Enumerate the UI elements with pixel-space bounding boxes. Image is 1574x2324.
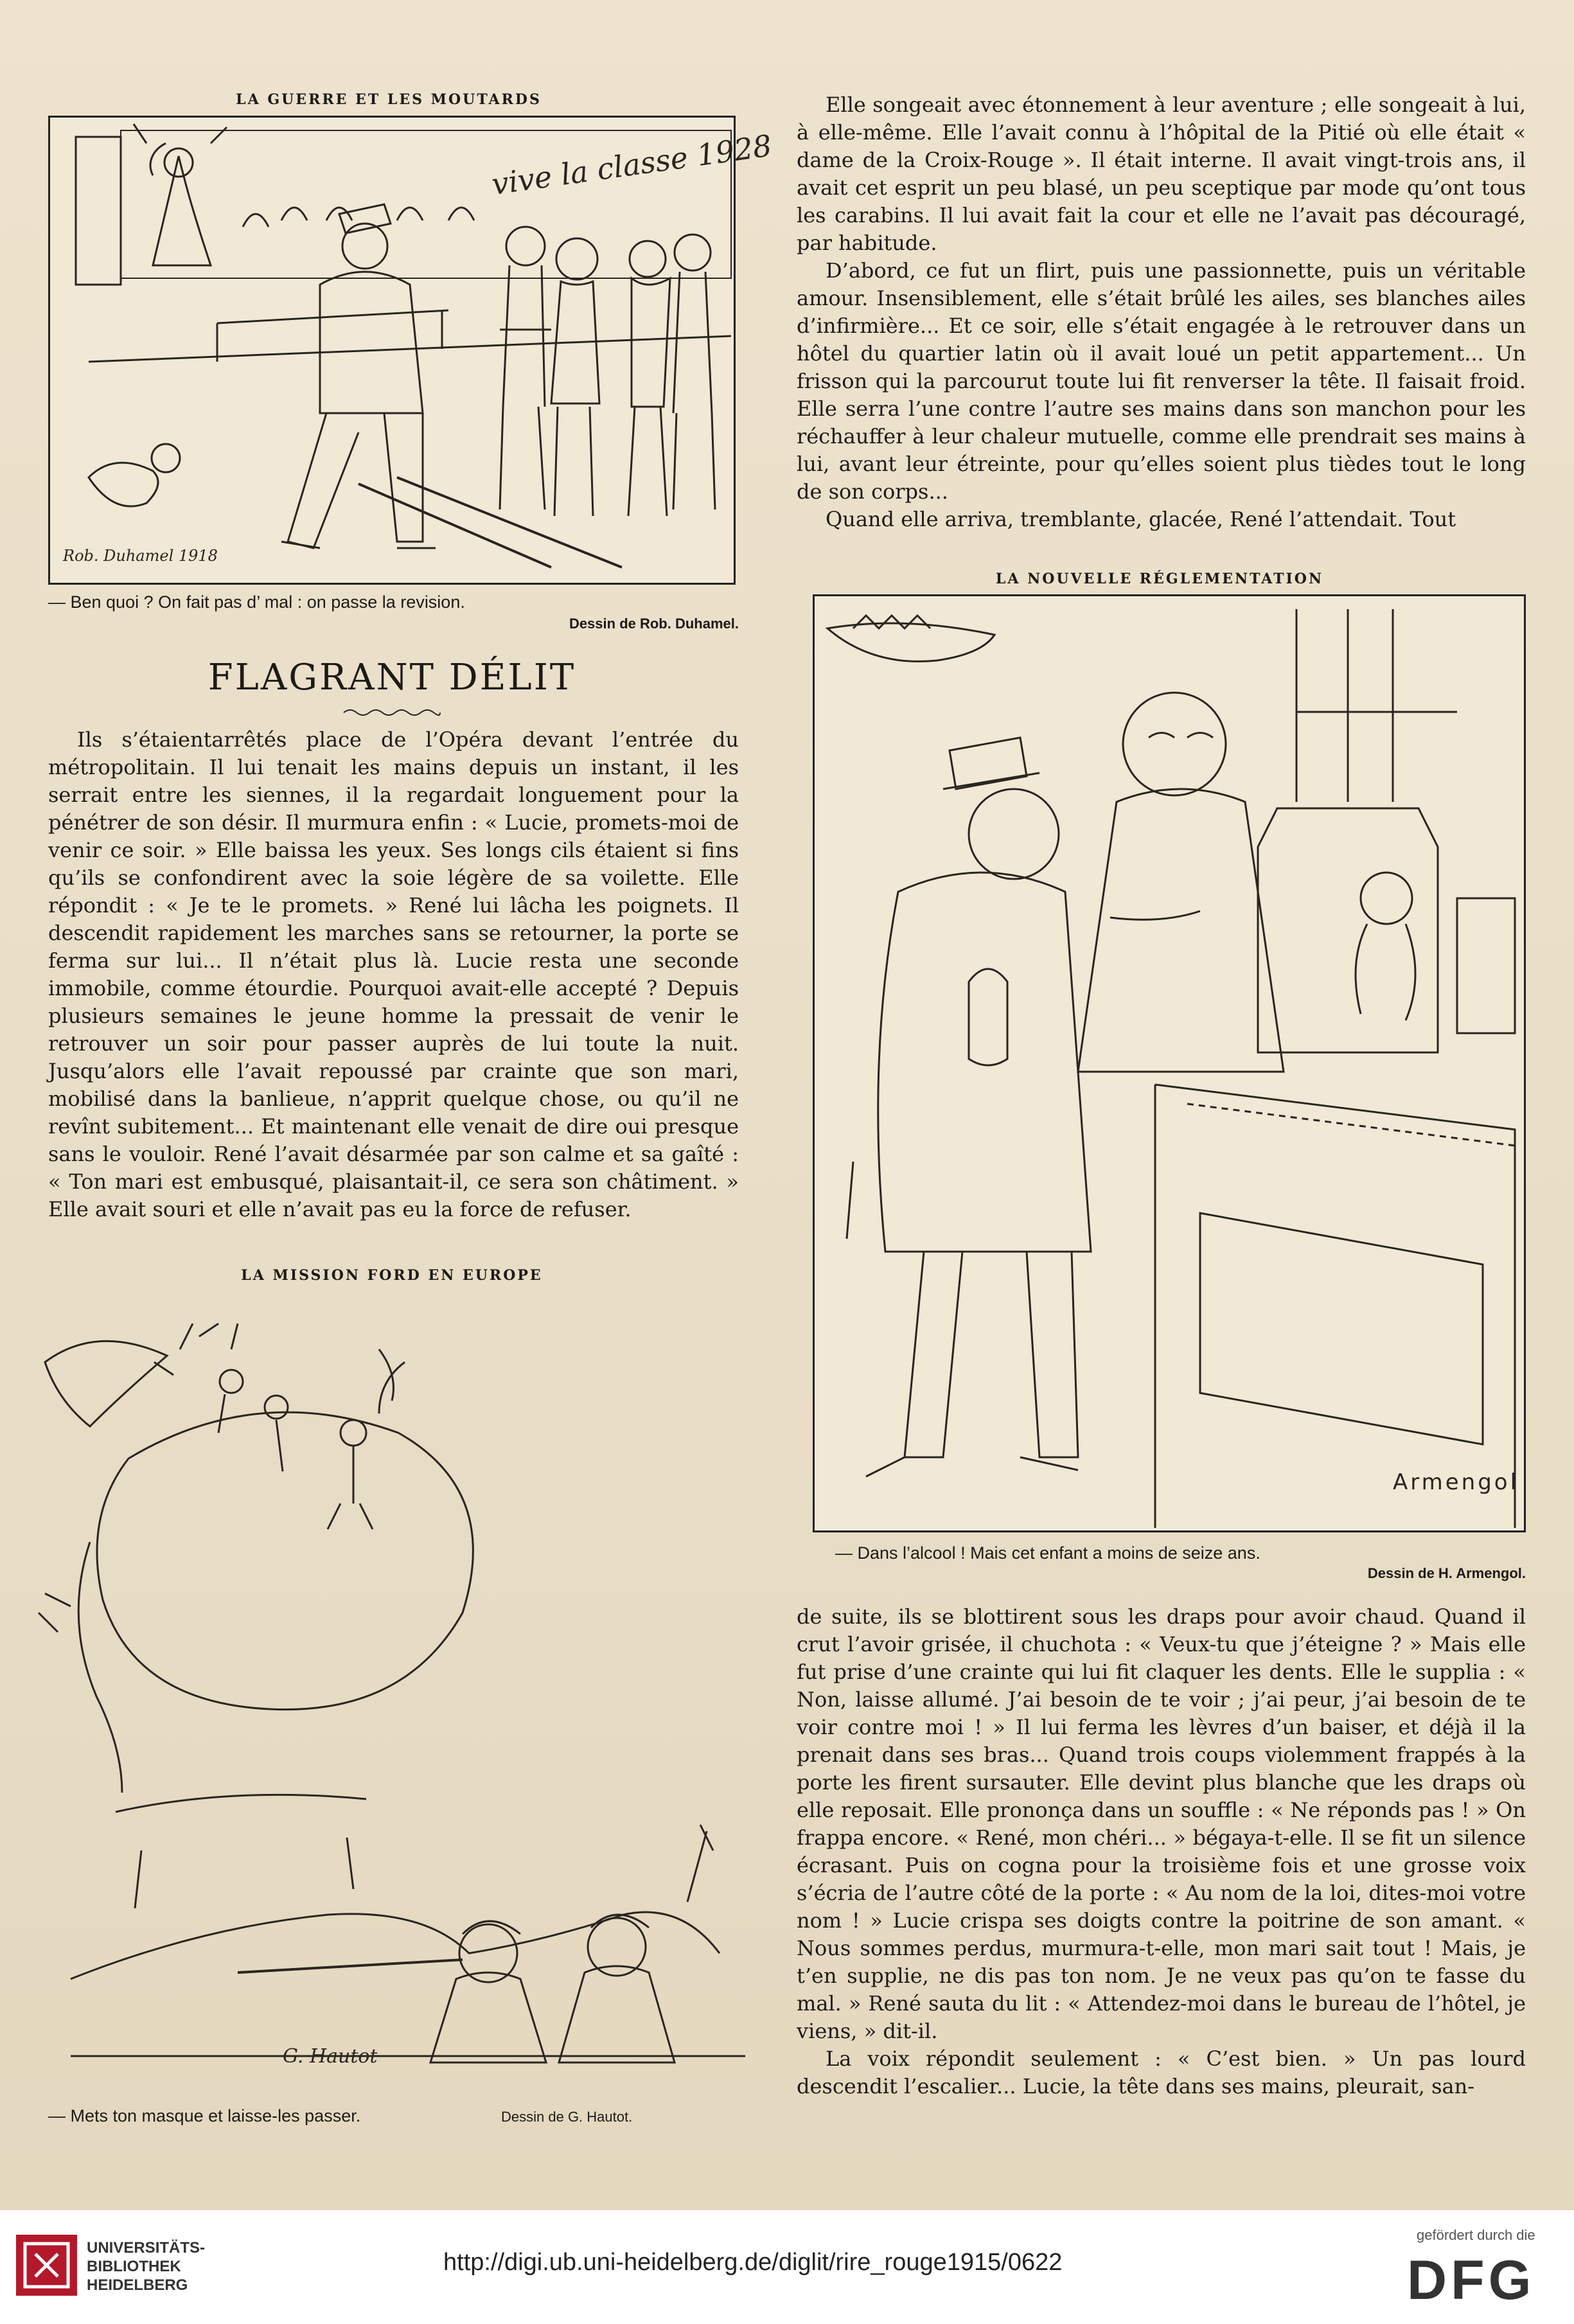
cartoon-nouvelle-reglementation bbox=[813, 594, 1526, 1532]
digitization-footer bbox=[0, 2210, 1574, 2324]
cartoon-guerre-moutards bbox=[48, 116, 774, 585]
cartoon-signature-armengol: Armengol bbox=[1393, 1469, 1519, 1495]
cartoon-caption-guerre: — Ben quoi ? On fait pas d’ mal : on passe la revision. bbox=[48, 592, 465, 612]
library-name bbox=[87, 2239, 205, 2294]
library-seal-icon bbox=[16, 2235, 77, 2296]
cartoon-caption-ford: — Mets ton masque et laisse-les passer. bbox=[48, 2106, 361, 2125]
funding-text: gefördert durch die bbox=[1417, 2227, 1535, 2243]
title-ornament bbox=[344, 708, 440, 717]
cartoon-reglementation-drawing bbox=[815, 596, 1524, 1530]
story-paragraph-right-2: D’abord, ce fut un flirt, puis une passionnette, puis un véritable amour. Insensiblement, elle s’était brûlé les ailes, ses blanches ailes d’infirmière... Et ce soir, elle s’était engagée à le retrouver dans un hôtel du quartier latin où il avait loué un petit appartement... Un frisson qui la parcourut toute lui fit renverser la tête. Il faisait froid. Elle serra l’une contre l’autre ses mains dans son manchon pour les réchauffer à leur chaleur mutuelle, comme elle prendrait ses mains à lui, avant leur étreinte, pour qu’elles soient plus tièdes tout le long de son corps... bbox=[797, 258, 1526, 504]
cartoon-inscription: vive la classe 1928 bbox=[490, 128, 774, 202]
cartoon-credit-duhamel: Dessin de Rob. Duhamel. bbox=[569, 616, 739, 632]
cartoon-credit-hautot: Dessin de G. Hautot. bbox=[501, 2109, 633, 2125]
cartoon-title-reglementation: LA NOUVELLE RÉGLEMENTATION bbox=[995, 571, 1324, 587]
cartoon-guerre-drawing bbox=[50, 118, 774, 583]
document-url-link[interactable]: http://digi.ub.uni-heidelberg.de/diglit/rire_rouge1915/0622 bbox=[443, 2249, 1063, 2276]
cartoon-title-guerre: LA GUERRE ET LES MOUTARDS bbox=[236, 91, 542, 108]
story-paragraph-right-5: La voix répondit seulement : « C’est bien. » Un pas lourd descendit l’escalier... Lucie, la tête dans ses mains, pleurait, san- bbox=[797, 2046, 1526, 2098]
cartoon-ford-drawing bbox=[19, 1311, 745, 2088]
cartoon-caption-reglementation: — Dans l’alcool ! Mais cet enfant a moins de seize ans. bbox=[835, 1543, 1260, 1563]
story-column-right-bottom bbox=[797, 1603, 1526, 2100]
cartoon-signature-hautot: G. Hautot bbox=[283, 2045, 378, 2068]
dfg-logo: DFG bbox=[1407, 2249, 1535, 2311]
cartoon-mission-ford bbox=[19, 1311, 745, 2088]
cartoon-credit-armengol: Dessin de H. Armengol. bbox=[1367, 1565, 1526, 1581]
cartoon-signature-duhamel: Rob. Duhamel 1918 bbox=[63, 547, 218, 565]
story-column-left bbox=[48, 726, 739, 1223]
library-line-2: BIBLIOTHEK bbox=[87, 2258, 181, 2275]
story-title: FLAGRANT DÉLIT bbox=[208, 657, 576, 698]
story-paragraph-right-3: Quand elle arriva, tremblante, glacée, René l’attendait. Tout bbox=[826, 507, 1456, 531]
story-paragraph-right-1: Elle songeait avec étonnement à leur aventure ; elle songeait à lui, à elle-même. Elle l’avait connu à l’hôpital de la Pitié où elle était « dame de la Croix-Rouge ». Il était interne. Il avait vingt-trois ans, il avait cet esprit un peu blasé, un peu sceptique par mode qu’ont tous les carabins. Il lui avait fait la cour et elle ne l’avait pas découragé, par habitude. bbox=[797, 93, 1526, 255]
library-line-1: UNIVERSITÄTS- bbox=[87, 2239, 206, 2257]
story-column-right-top bbox=[797, 91, 1526, 533]
cartoon-title-ford: LA MISSION FORD EN EUROPE bbox=[241, 1267, 543, 1284]
story-paragraph: Ils s’étaientarrêtés place de l’Opéra devant l’entrée du métropolitain. Il lui tenait les mains depuis un instant, il les serrait entre les siennes, il la regardait longuement pour la pénétrer de son désir. Il murmura enfin : « Lucie, promets-moi de venir ce soir. » Elle baissa les yeux. Ses longs cils étaient si fins qu’ils se confondirent avec la soie légère de sa voilette. Elle répondit : « Je te le promets. » René lui lâcha les poignets. Il descendit rapidement les marches sans se retourner, la porte se ferma sur lui... Il n’était plus là. Lucie resta une seconde immobile, comme étourdie. Pourquoi avait-elle accepté ? Depuis plusieurs semaines le jeune homme la pressait de venir le retrouver un soir pour passer auprès de lui toute la nuit. Jusqu’alors elle l’avait repoussé par crainte que son mari, mobilisé dans la banlieue, n’apprit quelque chose, ou qu’il ne revînt subitement... Et maintenant elle venait de dire oui presque sans le vouloir. René l’avait désarmée par son calme et sa gaîté : « Ton mari est embusqué, plaisantait-il, ce sera son châtiment. » Elle avait souri et elle n’avait pas eu la force de refuser. bbox=[48, 727, 739, 1221]
story-paragraph-right-4: de suite, ils se blottirent sous les draps pour avoir chaud. Quand il crut l’avoir grisée, il chuchota : « Veux-tu que j’éteigne ? » Mais elle fut prise d’une crainte qui lui fit claquer les dents. Elle le supplia : « Non, laisse allumé. J’ai besoin de te voir ; j’ai peur, j’ai besoin de te voir contre moi ! » Il lui ferma les lèvres d’un baiser, et déjà il la prenait dans ses bras... Quand trois coups violemment frappés à la porte les firent sursauter. Elle devint plus blanche que les draps où elle reposait. Elle prononça dans un souffle : « Ne réponds pas ! » On frappa encore. « René, mon chéri... » bégaya-t-elle. Il se fit un silence écrasant. Puis on cogna pour la troisième fois et une grosse voix s’écria de l’autre côté de la porte : « Au nom de la loi, dites-moi votre nom ! » Lucie crispa ses doigts contre la poitrine de son amant. « Nous sommes perdus, murmura-t-elle, mon mari sait tout ! Mais, je t’en supplie, ne dis pas ton nom. Je ne veux pas qu’on te fasse du mal. » René sauta du lit : « Attendez-moi dans le bureau de l’hôtel, je viens, » dit-il. bbox=[797, 1604, 1526, 2043]
library-line-3: HEIDELBERG bbox=[87, 2276, 188, 2294]
